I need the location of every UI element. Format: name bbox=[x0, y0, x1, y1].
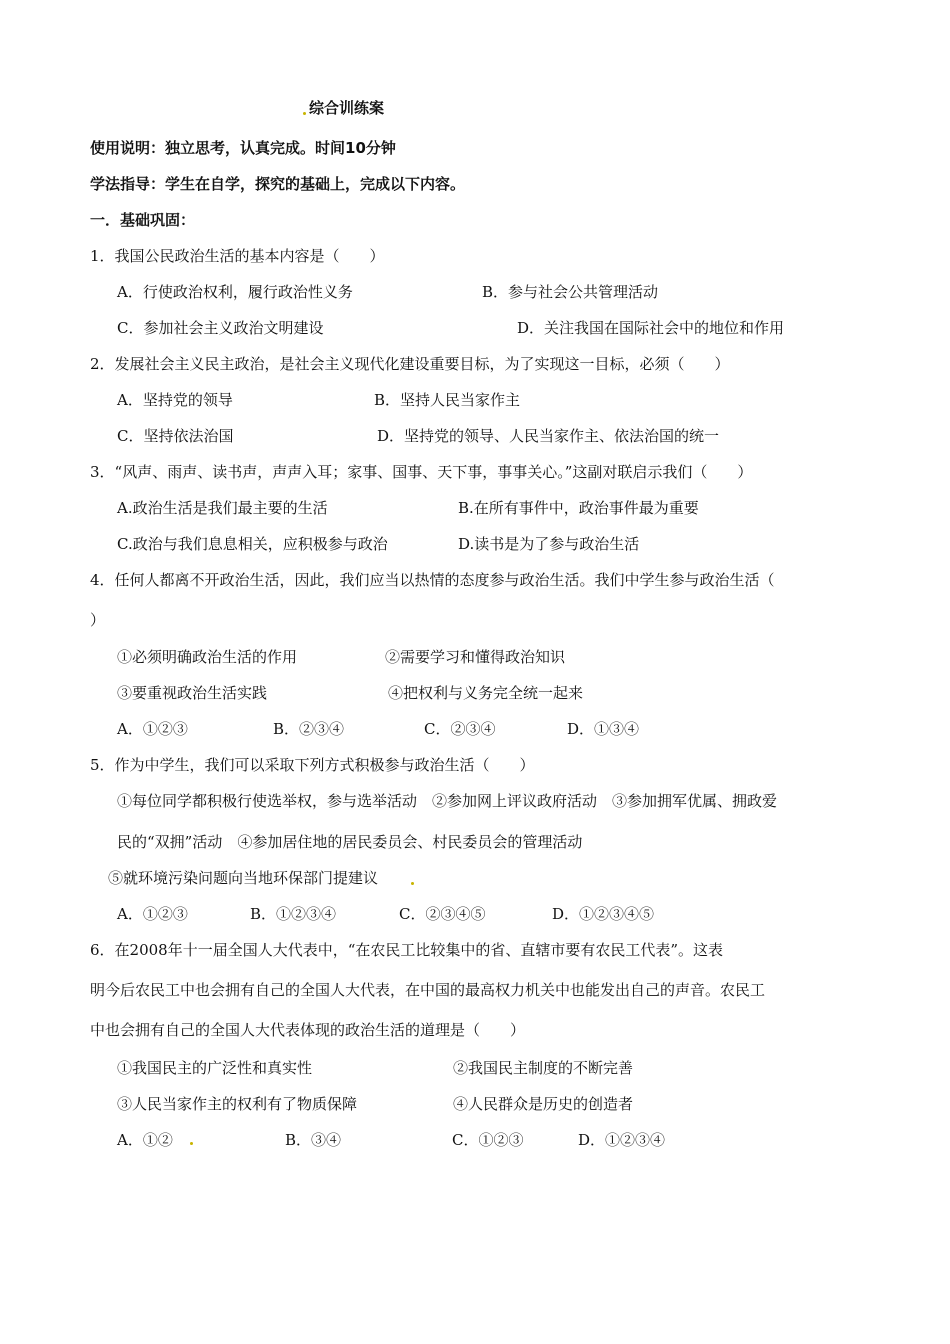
question-6-option-d: D．①②③④ bbox=[578, 1131, 666, 1149]
question-6-stem-cont-1: 明今后农民工中也会拥有自己的全国人大代表，在中国的最高权力机关中也能发出自己的声音。农民工 bbox=[90, 981, 766, 999]
question-2-stem: 2．发展社会主义民主政治，是社会主义现代化建设重要目标，为了实现这一目标，必须（ ） bbox=[90, 355, 730, 373]
question-2-option-d: D．坚持党的领导、人民当家作主、依法治国的统一 bbox=[377, 427, 720, 445]
question-6-statement-2: ②我国民主制度的不断完善 bbox=[453, 1059, 634, 1077]
question-1-option-d: D．关注我国在国际社会中的地位和作用 bbox=[517, 319, 785, 337]
question-3-option-a: A.政治生活是我们最主要的生活 bbox=[117, 499, 328, 517]
question-5-stem: 5．作为中学生，我们可以采取下列方式积极参与政治生活（ ） bbox=[90, 756, 535, 774]
question-5-statements-line-3: ⑤就环境污染问题向当地环保部门提建议 bbox=[108, 869, 379, 887]
question-4-statement-3: ③要重视政治生活实践 bbox=[117, 684, 268, 702]
question-3-option-c: C.政治与我们息息相关，应积极参与政治 bbox=[117, 535, 388, 553]
question-4-stem: 4．任何人都离不开政治生活，因此，我们应当以热情的态度参与政治生活。我们中学生参与政治生活（ bbox=[90, 571, 775, 589]
question-6-stem-cont-2: 中也会拥有自己的全国人大代表体现的政治生活的道理是（ ） bbox=[90, 1021, 526, 1039]
stray-mark bbox=[190, 1142, 193, 1145]
usage-note: 使用说明：独立思考，认真完成。时间10分钟 bbox=[90, 139, 396, 157]
question-5-statements-line-1: ①每位同学都积极行使选举权，参与选举活动 ②参加网上评议政府活动 ③参加拥军优属、拥政爱 bbox=[117, 792, 778, 810]
question-6-statement-4: ④人民群众是历史的创造者 bbox=[453, 1095, 634, 1113]
question-2-option-c: C．坚持依法治国 bbox=[117, 427, 234, 445]
question-6-option-b: B．③④ bbox=[285, 1131, 342, 1149]
question-6-option-a: A．①② bbox=[117, 1131, 173, 1149]
question-3-option-b: B.在所有事件中，政治事件最为重要 bbox=[458, 499, 699, 517]
question-4-statement-1: ①必须明确政治生活的作用 bbox=[117, 648, 298, 666]
question-5-statements-line-2: 民的“双拥”活动 ④参加居住地的居民委员会、村民委员会的管理活动 bbox=[117, 833, 583, 851]
question-3-stem: 3．“风声、雨声、读书声，声声入耳；家事、国事、天下事，事事关心。”这副对联启示我们（ ） bbox=[90, 463, 753, 481]
page-title: 综合训练案 bbox=[309, 99, 385, 117]
question-1-option-a: A．行使政治权利，履行政治性义务 bbox=[117, 283, 353, 301]
question-1-option-b: B．参与社会公共管理活动 bbox=[482, 283, 659, 301]
question-4-option-b: B．②③④ bbox=[273, 720, 345, 738]
question-3-option-d: D.读书是为了参与政治生活 bbox=[458, 535, 640, 553]
question-5-option-d: D．①②③④⑤ bbox=[552, 905, 655, 923]
question-4-option-d: D．①③④ bbox=[567, 720, 640, 738]
question-5-option-b: B．①②③④ bbox=[250, 905, 337, 923]
question-5-option-a: A．①②③ bbox=[117, 905, 188, 923]
question-4-stem-cont: ） bbox=[90, 611, 106, 629]
question-4-option-c: C．②③④ bbox=[424, 720, 496, 738]
question-6-statement-1: ①我国民主的广泛性和真实性 bbox=[117, 1059, 313, 1077]
question-5-option-c: C．②③④⑤ bbox=[399, 905, 486, 923]
question-4-option-a: A．①②③ bbox=[117, 720, 188, 738]
question-4-statement-2: ②需要学习和懂得政治知识 bbox=[385, 648, 566, 666]
question-2-option-b: B．坚持人民当家作主 bbox=[374, 391, 521, 409]
method-guide: 学法指导：学生在自学，探究的基础上，完成以下内容。 bbox=[90, 175, 466, 193]
stray-mark bbox=[411, 882, 414, 885]
question-2-option-a: A．坚持党的领导 bbox=[117, 391, 233, 409]
question-6-option-c: C．①②③ bbox=[452, 1131, 524, 1149]
section-heading: 一．基础巩固： bbox=[90, 211, 196, 229]
question-1-stem: 1．我国公民政治生活的基本内容是（ ） bbox=[90, 247, 385, 265]
question-1-option-c: C．参加社会主义政治文明建设 bbox=[117, 319, 324, 337]
question-6-statement-3: ③人民当家作主的权利有了物质保障 bbox=[117, 1095, 358, 1113]
stray-mark bbox=[303, 112, 306, 115]
question-6-stem: 6．在2008年十一届全国人大代表中，“在农民工比较集中的省、直辖市要有农民工代表”。这表 bbox=[90, 941, 724, 959]
question-4-statement-4: ④把权利与义务完全统一起来 bbox=[388, 684, 584, 702]
